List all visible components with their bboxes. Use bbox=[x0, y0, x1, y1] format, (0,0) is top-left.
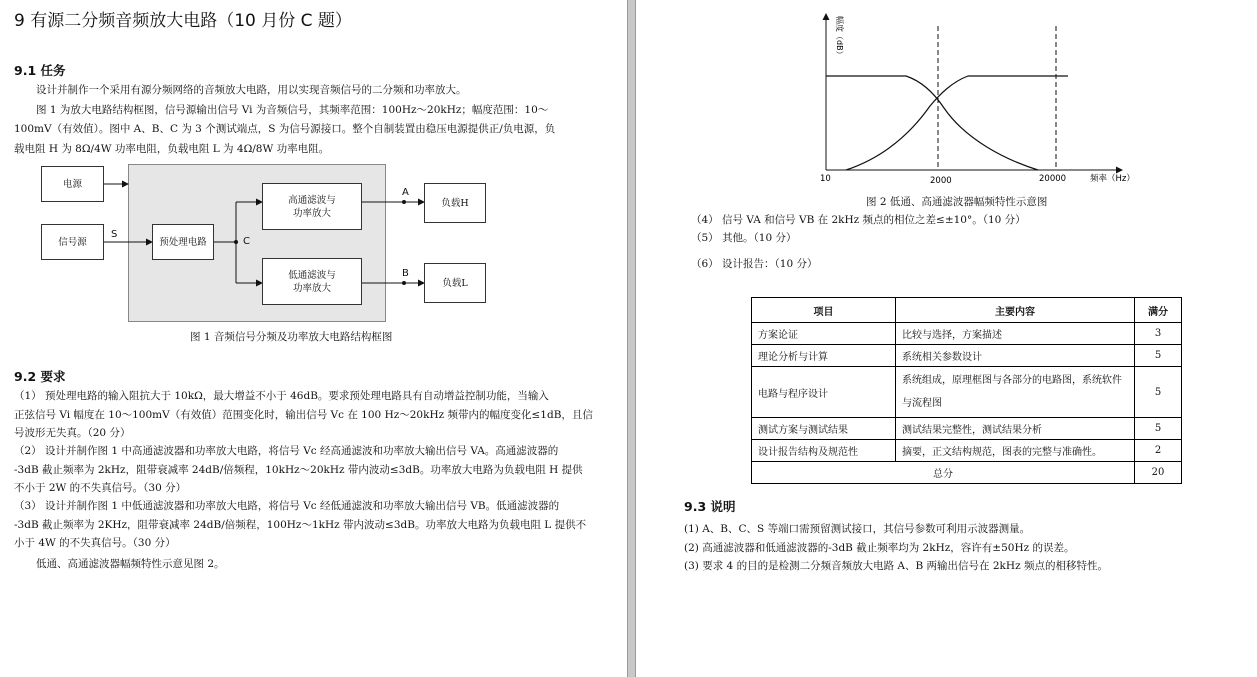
x-tick-2000: 2000 bbox=[930, 176, 952, 186]
req-line-5: -3dB 截止频率为 2kHz，阻带衰减率 24dB/倍频程，10kHz～20kHz 带内波动≤3dB。功率放大电路为负载电阻 H 提供 bbox=[14, 464, 583, 476]
cell-item: 设计报告结构及规范性 bbox=[752, 440, 896, 462]
left-page bbox=[0, 0, 627, 677]
task-line-2: 图 1 为放大电路结构框图，信号源输出信号 Vi 为音频信号，其频率范围：100Hz～20kHz；幅度范围：10～ bbox=[36, 104, 549, 116]
req-line-8: -3dB 截止频率为 2KHz，阻带衰减率 24dB/倍频程，100Hz～1kHz 带内波动≤3dB。功率放大电路为负载电阻 L 提供不 bbox=[14, 519, 587, 531]
req-line-3: 号波形无失真。（20 分） bbox=[14, 427, 131, 439]
frequency-response-chart bbox=[806, 10, 1146, 190]
req-line-10: 低通、高通滤波器幅频特性示意见图 2。 bbox=[36, 558, 225, 570]
table-header-row bbox=[752, 298, 1182, 323]
cell-item: 测试方案与测试结果 bbox=[752, 418, 896, 440]
cell-score: 2 bbox=[1135, 440, 1182, 462]
cell-content: 比较与选择，方案描述 bbox=[896, 323, 1135, 345]
cell-item: 理论分析与计算 bbox=[752, 345, 896, 367]
cell-score: 5 bbox=[1135, 418, 1182, 440]
node-s-label: S bbox=[111, 229, 118, 240]
node-a-dot bbox=[402, 200, 406, 204]
load-l-block: 负载L bbox=[424, 263, 486, 303]
x-tick-20000: 20000 bbox=[1039, 174, 1067, 184]
grading-table bbox=[751, 297, 1182, 484]
req-line-1: （1） 预处理电路的输入阻抗大于 10kΩ，最大增益不小于 46dB。要求预处理电路具有自动增益控制功能，当输入 bbox=[14, 390, 549, 402]
col-header-score: 满分 bbox=[1135, 298, 1182, 323]
task-line-4: 载电阻 H 为 8Ω/4W 功率电阻，负载电阻 L 为 4Ω/8W 功率电阻。 bbox=[14, 143, 330, 155]
node-b-label: B bbox=[402, 268, 409, 279]
source-block: 信号源 bbox=[41, 224, 104, 260]
req-line-9: 小于 4W 的不失真信号。（30 分） bbox=[14, 537, 176, 549]
highpass-block: 高通滤波与 功率放大 bbox=[262, 183, 362, 230]
section-requirements-heading: 9.2 要求 bbox=[14, 369, 66, 384]
page-title: 9 有源二分频音频放大电路（10 月份 C 题） bbox=[14, 11, 352, 31]
lowpass-block: 低通滤波与 功率放大 bbox=[262, 258, 362, 305]
cell-score: 5 bbox=[1135, 345, 1182, 367]
y-axis-label: 幅度（dB） bbox=[835, 16, 844, 59]
cell-content: 系统相关参数设计 bbox=[896, 345, 1135, 367]
section-notes-heading: 9.3 说明 bbox=[684, 499, 736, 514]
section-task-heading: 9.1 任务 bbox=[14, 63, 66, 78]
page-separator bbox=[627, 0, 636, 677]
cell-item: 电路与程序设计 bbox=[752, 367, 896, 418]
right-page bbox=[636, 0, 1257, 677]
node-c-label: C bbox=[243, 236, 250, 247]
note-line-1: (1) A、B、C、S 等端口需预留测试接口，其信号参数可利用示波器测量。 bbox=[684, 523, 1031, 535]
col-header-item: 项目 bbox=[752, 298, 896, 323]
preprocess-block: 预处理电路 bbox=[152, 224, 214, 260]
req-line-7: （3） 设计并制作图 1 中低通滤波器和功率放大电路，将信号 Vc 经低通滤波和功率放大输出信号 VB。低通滤波器的 bbox=[14, 500, 560, 512]
note-line-3: (3) 要求 4 的目的是检测二分频音频放大电路 A、B 两输出信号在 2kHz 频点的相移特性。 bbox=[684, 560, 1108, 572]
task-line-1: 设计并制作一个采用有源分频网络的音频放大电路，用以实现音频信号的二分频和功率放大。 bbox=[36, 84, 467, 96]
note-line-2: (2) 高通滤波器和低通滤波器的-3dB 截止频率均为 2kHz，容许有±50Hz 的误差。 bbox=[684, 542, 1075, 554]
req-line-12: （5） 其他。（10 分） bbox=[691, 232, 797, 244]
req-line-2: 正弦信号 Vi 幅度在 10～100mV（有效值）范围变化时，输出信号 Vc 在 100 Hz～20kHz 频带内的幅度变化≤1dB，且信 bbox=[14, 409, 593, 421]
cell-total-label: 总分 bbox=[752, 462, 1135, 484]
req-line-4: （2） 设计并制作图 1 中高通滤波器和功率放大电路，将信号 Vc 经高通滤波和功率放大输出信号 VA。高通滤波器的 bbox=[14, 445, 559, 457]
cell-item: 方案论证 bbox=[752, 323, 896, 345]
table-row bbox=[752, 418, 1182, 440]
power-block: 电源 bbox=[41, 166, 104, 202]
cell-total-score: 20 bbox=[1135, 462, 1182, 484]
x-tick-10: 10 bbox=[820, 174, 831, 184]
node-b-dot bbox=[402, 281, 406, 285]
col-header-content: 主要内容 bbox=[896, 298, 1135, 323]
req-line-13: （6） 设计报告：（10 分） bbox=[691, 258, 818, 270]
figure-1-caption: 图 1 音频信号分频及功率放大电路结构框图 bbox=[190, 331, 393, 343]
cell-score: 3 bbox=[1135, 323, 1182, 345]
task-line-3: 100mV（有效值）。图中 A、B、C 为 3 个测试端点，S 为信号源接口。整个自制装置由稳压电源提供正/负电源，负 bbox=[14, 123, 556, 135]
cell-content: 摘要，正文结构规范，图表的完整与准确性。 bbox=[896, 440, 1135, 462]
cell-score: 5 bbox=[1135, 367, 1182, 418]
req-line-11: （4） 信号 VA 和信号 VB 在 2kHz 频点的相位之差≤±10°。（10 分） bbox=[691, 214, 1026, 226]
x-axis-label: 频率（Hz） bbox=[1090, 174, 1135, 184]
node-a-label: A bbox=[402, 187, 409, 198]
table-total-row bbox=[752, 462, 1182, 484]
figure-2-caption: 图 2 低通、高通滤波器幅频特性示意图 bbox=[866, 196, 1048, 208]
cell-content: 系统组成，原理框图与各部分的电路图，系统软件与流程图 bbox=[896, 367, 1135, 418]
table-row bbox=[752, 323, 1182, 345]
load-h-block: 负载H bbox=[424, 183, 486, 223]
req-line-6: 不小于 2W 的不失真信号。（30 分） bbox=[14, 482, 187, 494]
table-row bbox=[752, 440, 1182, 462]
table-row bbox=[752, 367, 1182, 418]
table-row bbox=[752, 345, 1182, 367]
cell-content: 测试结果完整性，测试结果分析 bbox=[896, 418, 1135, 440]
lowpass-curve bbox=[826, 76, 1038, 170]
